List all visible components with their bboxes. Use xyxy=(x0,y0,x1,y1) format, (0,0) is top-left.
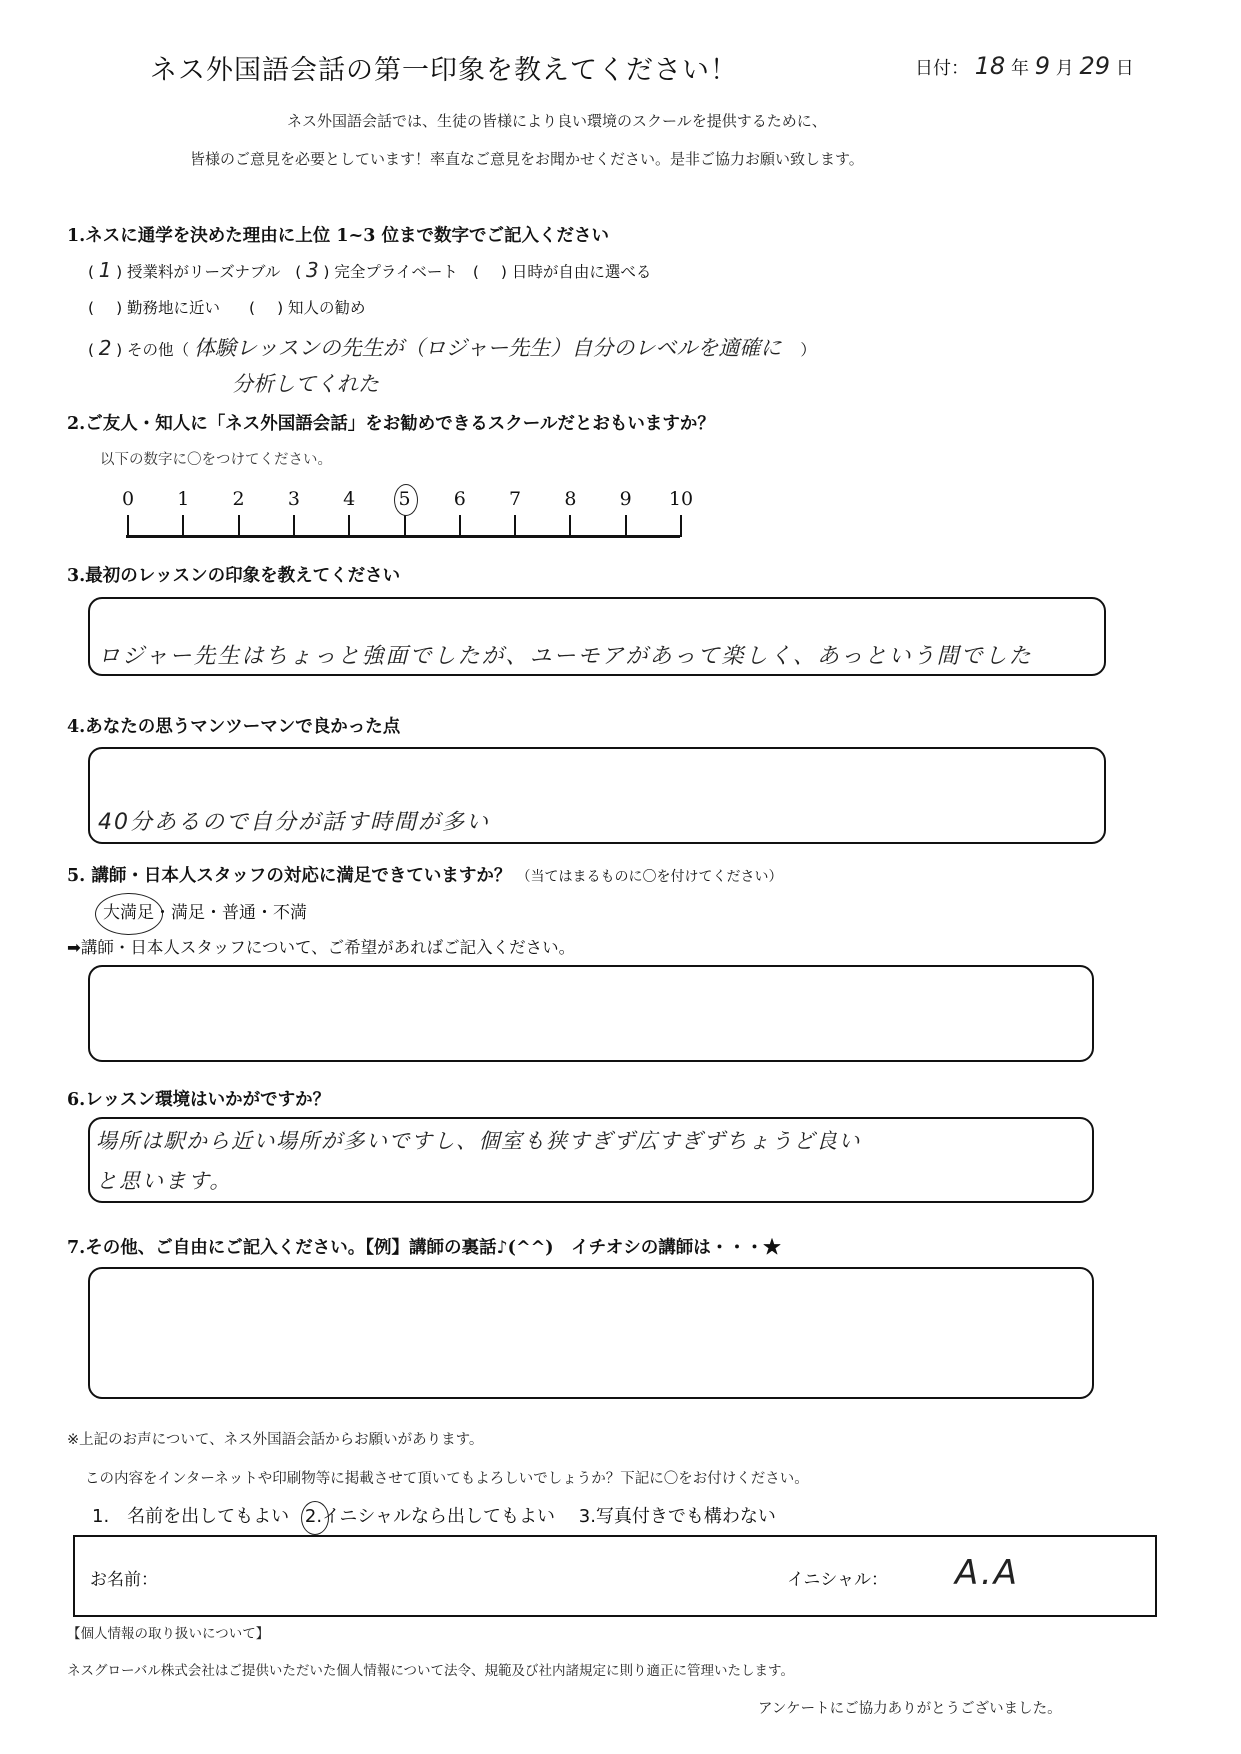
q2-question: 2.ご友人・知人に「ネス外国語会話」をお勧めできるスクールだとおもいますか？ xyxy=(67,414,715,434)
q6-question: 6.レッスン環境はいかがですか？ xyxy=(67,1090,331,1110)
scale-tick xyxy=(348,515,350,537)
q5-followup-box[interactable] xyxy=(88,965,1094,1062)
q6-answer-line-2: と思います。 xyxy=(96,1169,233,1193)
scale-tick xyxy=(182,515,184,537)
date-day-unit: 日 xyxy=(1115,58,1134,79)
scale-option-1[interactable]: 1 xyxy=(177,488,190,510)
q3-answer: ロジャー先生はちょっと強面でしたが、ユーモアがあって楽しく、あっという間でした xyxy=(98,644,1033,669)
date-month: 9 xyxy=(1034,52,1051,80)
q1-question: 1.ネスに通学を決めた理由に上位 1~3 位まで数字でご記入ください xyxy=(67,226,609,246)
privacy-text: ネスグローバル株式会社はご提供いただいた個人情報について法令、規範及び社内諸規定に則り適正に管理いたします。 xyxy=(67,1663,794,1679)
q1-option-4[interactable]: ( ) 勤務地に近い xyxy=(88,299,221,317)
arrow-right-icon: ➡ xyxy=(67,938,81,957)
privacy-heading: 【個人情報の取り扱いについて】 xyxy=(67,1626,270,1642)
consent-option-name[interactable]: 1. 名前を出してもよい xyxy=(92,1506,290,1527)
scale-tick xyxy=(404,515,406,537)
selected-circle xyxy=(95,893,163,935)
name-label: お名前： xyxy=(90,1570,158,1590)
intro-line-2: 皆様のご意見を必要としています！率直なご意見をお聞かせください。是非ご協力お願い致します。 xyxy=(190,150,864,168)
q5-question: 5. 講師・日本人スタッフの対応に満足できていますか？ xyxy=(67,866,512,886)
q1-rank-2[interactable]: 3 xyxy=(305,258,319,282)
scale-option-10[interactable]: 10 xyxy=(668,488,694,510)
q1-row-1 xyxy=(88,258,651,282)
scale-tick xyxy=(238,515,240,537)
q3-answer-box[interactable] xyxy=(88,597,1106,676)
survey-title: ネス外国語会話の第一印象を教えてください！ xyxy=(150,55,738,86)
selected-circle xyxy=(394,484,418,516)
q1-row-2 xyxy=(88,296,366,318)
date-day: 29 xyxy=(1079,52,1111,80)
q5-options: 大満足 ・満足・普通・不満 xyxy=(103,898,307,923)
thanks-text: アンケートにご協力ありがとうございました。 xyxy=(758,1701,1062,1717)
q5-note: （当てはまるものに〇を付けてください） xyxy=(516,869,783,885)
consent-note: ※上記のお声について、ネス外国語会話からお願いがあります。 xyxy=(67,1432,484,1448)
q5-question-row xyxy=(67,862,782,887)
initial-label: イニシャル： xyxy=(787,1570,888,1590)
consent-options xyxy=(92,1502,776,1528)
q1-option-2[interactable]: ( 3 ) 完全プライベート xyxy=(295,258,458,282)
scale-option-5[interactable]: 5 xyxy=(398,488,411,510)
q5-followup-row xyxy=(67,934,575,958)
selected-circle xyxy=(301,1501,329,1535)
q5-option-dissatisfied[interactable]: 不満 xyxy=(273,903,307,923)
consent-option-initial[interactable]: 2.イニシャルなら出してもよい xyxy=(305,1506,555,1527)
q1-rank-6[interactable]: 2 xyxy=(98,336,112,360)
scale-baseline xyxy=(126,535,680,538)
q6-answer-box[interactable] xyxy=(88,1117,1094,1203)
intro-line-1: ネス外国語会話では、生徒の皆様により良い環境のスクールを提供するために、 xyxy=(287,112,827,130)
q5-option-satisfied[interactable]: 満足 xyxy=(171,903,205,923)
consent-question: この内容をインターネットや印刷物等に掲載させて頂いてもよろしいでしょうか？下記に〇をお付けください。 xyxy=(85,1471,809,1487)
q4-answer: 40分あるので自分が話す時間が多い xyxy=(98,810,490,835)
scale-tick xyxy=(127,515,129,537)
scale-tick xyxy=(625,515,627,537)
scale-option-4[interactable]: 4 xyxy=(343,488,356,510)
scale-option-6[interactable]: 6 xyxy=(453,488,466,510)
scale-option-0[interactable]: 0 xyxy=(121,488,135,510)
q7-answer-box[interactable] xyxy=(88,1267,1094,1399)
scale-tick xyxy=(514,515,516,537)
scale-option-2[interactable]: 2 xyxy=(232,488,245,510)
q4-answer-box[interactable] xyxy=(88,747,1106,844)
date-field[interactable] xyxy=(915,52,1134,80)
date-year: 18 xyxy=(974,52,1006,80)
q4-question: 4.あなたの思うマンツーマンで良かった点 xyxy=(67,717,401,737)
date-year-unit: 年 xyxy=(1011,58,1030,79)
scale-tick xyxy=(293,515,295,537)
scale-tick xyxy=(569,515,571,537)
scale-tick xyxy=(459,515,461,537)
q1-option-6[interactable]: ( 2 ) その他（ xyxy=(88,336,190,360)
consent-option-photo[interactable]: 3.写真付きでも構わない xyxy=(578,1506,776,1527)
scale-option-3[interactable]: 3 xyxy=(287,488,300,510)
date-month-unit: 月 xyxy=(1055,58,1074,79)
q1-option-3[interactable]: ( ) 日時が自由に選べる xyxy=(472,263,652,281)
scale-option-7[interactable]: 7 xyxy=(509,488,522,510)
q6-answer-line-1: 場所は駅から近い場所が多いですし、個室も狭すぎず広すぎずちょうど良い xyxy=(96,1129,861,1153)
scale-option-8[interactable]: 8 xyxy=(564,488,577,510)
scale-option-9[interactable]: 9 xyxy=(619,488,632,510)
scale-tick xyxy=(680,515,682,537)
q1-option-1[interactable]: ( 1 ) 授業料がリーズナブル xyxy=(88,258,281,282)
q1-option-5[interactable]: ( ) 知人の勧め xyxy=(249,299,366,317)
q5-option-normal[interactable]: 普通 xyxy=(222,903,256,923)
q7-question: 7.その他、ご自由にご記入ください。【例】講師の裏話♪(^^) イチオシの講師は・・・★ xyxy=(67,1238,781,1258)
q3-question: 3.最初のレッスンの印象を教えてください xyxy=(67,566,401,586)
initial-field[interactable]: A.A xyxy=(955,1553,1019,1593)
q1-other-text-2[interactable]: 分析してくれた xyxy=(232,372,379,396)
q1-other-text-1[interactable]: 体験レッスンの先生が（ロジャー先生）自分のレベルを適確に xyxy=(194,336,782,360)
q5-followup: 講師・日本人スタッフについて、ご希望があればご記入ください。 xyxy=(80,938,576,957)
q2-instruction: 以下の数字に〇をつけてください。 xyxy=(100,452,332,468)
q5-option-very-satisfied[interactable]: 大満足 xyxy=(103,903,154,923)
date-label: 日付： xyxy=(915,58,969,79)
name-box xyxy=(73,1535,1157,1617)
q1-rank-1[interactable]: 1 xyxy=(98,258,112,282)
q1-row-3: ( 2 ) その他（ 体験レッスンの先生が（ロジャー先生）自分のレベルを適確に ） xyxy=(88,336,816,360)
